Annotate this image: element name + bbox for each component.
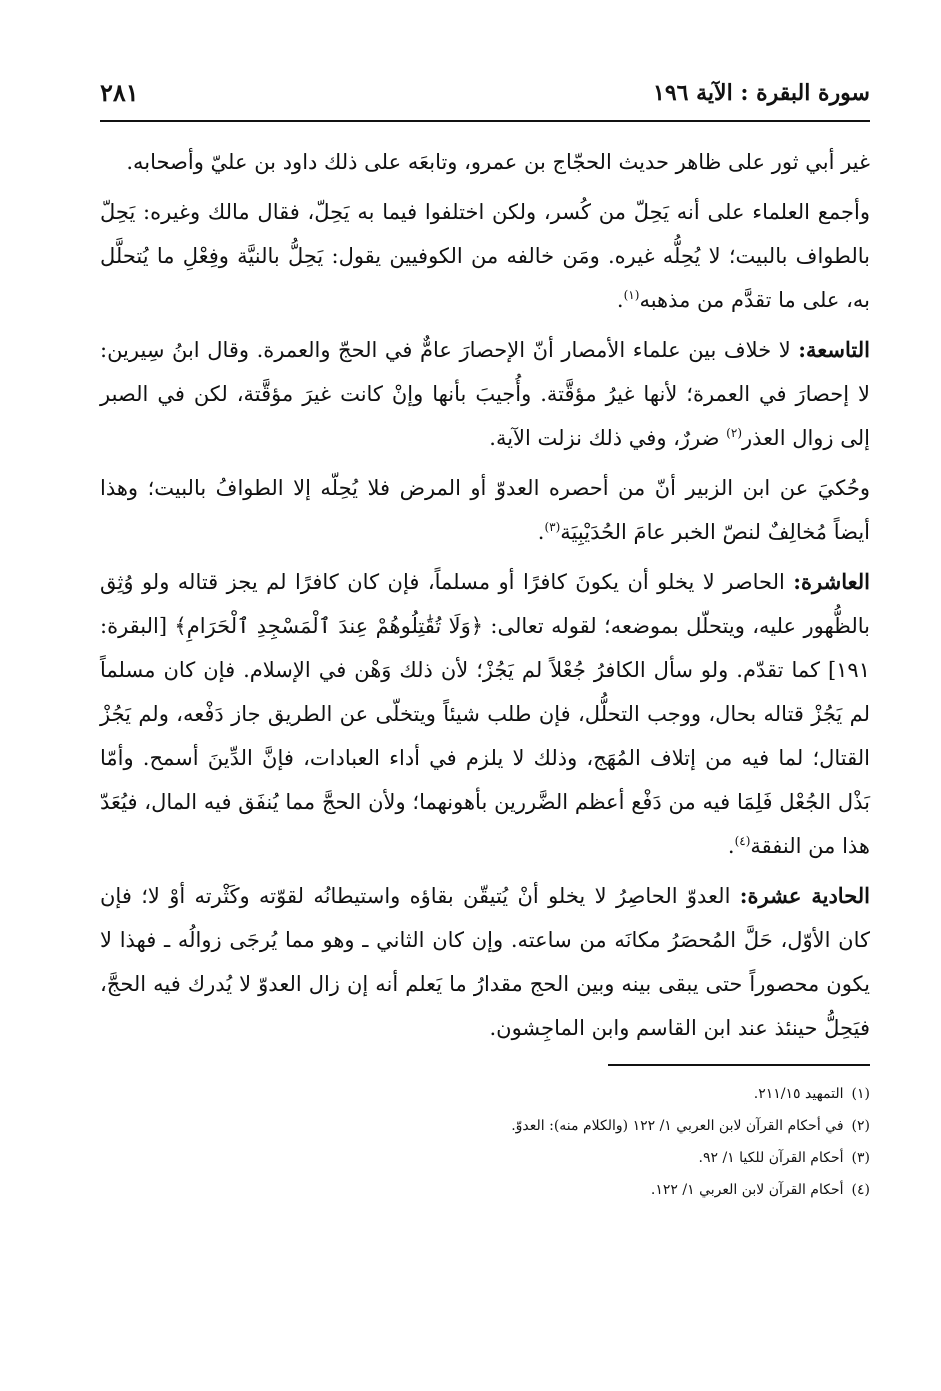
paragraph-text: الحاصر لا يخلو أن يكونَ كافرًا أو مسلماً، فإن كان كافرًا لم يجز قتاله ولو وُثِق بالظُّهور عليه، ويتحلّل بموضعه؛ لقوله تعالى: ﴿وَلَا تُقَٰتِلُوهُمْ عِندَ ٱلْمَسْجِدِ ٱلْحَرَامِ﴾ [البقرة: ١٩١] كما تقدّم. ولو سأل الكافرُ جُعْلاً لم يَجُزْ؛ لأن ذلك وَهْن في الإسلام. فإن كان مسلماً لم يَجُزْ قتاله بحال، ووجب التحلُّل، فإن طلب شيئاً ويتخلّى عن الطريق جاز دَفْعه، ولم يَجُزْ القتال؛ لما فيه من إتلاف المُهَج، وذلك لا يلزم في أداء العبادات، فإنَّ الدِّينَ أسمح. وأمّا بَذْل الجُعْل فَلِمَا فيه من دَفْع أعظم الضَّررين بأهونهما؛ ولأن الحجَّ مما يُنفَق فيه المال، فيُعَدّ هذا من النفقة — [100, 570, 870, 858]
running-title: سورة البقرة : الآية ١٩٦ — [653, 80, 870, 106]
section-heading: التاسعة: — [798, 337, 870, 362]
footnote-divider — [608, 1064, 870, 1066]
footnote-ref: (٣) — [544, 520, 561, 534]
footnote-item — [100, 1142, 870, 1174]
footnote-number: (٢) — [851, 1118, 870, 1134]
section-heading: العاشرة: — [793, 569, 870, 594]
footnote-text: أحكام القرآن للكيا ١/ ٩٢. — [698, 1150, 844, 1166]
paragraph-text: وحُكيَ عن ابن الزبير أنّ من أحصره العدوّ أو المرض فلا يُحِلّه إلا الطوافُ بالبيت؛ وهذا أيضاً مُخالِفٌ لنصّ الخبر عامَ الحُدَيْبِيَة — [100, 476, 870, 544]
paragraph-tail: . — [727, 834, 735, 858]
footnote-number: (٤) — [851, 1182, 870, 1198]
footnote-number: (٣) — [851, 1150, 870, 1166]
paragraph-tail: . — [616, 288, 624, 312]
section-heading: الحادية عشرة: — [739, 883, 870, 908]
page-header — [100, 70, 870, 122]
page-number: ٢٨١ — [100, 78, 139, 107]
footnote-item — [100, 1174, 870, 1206]
paragraph — [100, 140, 870, 184]
paragraph — [100, 190, 870, 322]
footnote-ref: (٢) — [726, 426, 742, 440]
footnote-ref: (١) — [623, 288, 640, 302]
paragraph-text: غير أبي ثور على ظاهر حديث الحجّاج بن عمرو، وتابعَه على ذلك داود بن عليّ وأصحابه. — [126, 150, 870, 174]
footnotes — [100, 1078, 870, 1206]
paragraph — [100, 466, 870, 554]
paragraph-tail: . — [537, 520, 545, 544]
paragraph-text: العدوّ الحاصِرُ لا يخلو أنْ يُتيقّن بقاؤه واستيطانُه لقوّته وكَثْرته أوْ لا؛ فإن كان الأوّل، حَلَّ المُحصَرُ مكانَه من ساعته. وإن كان الثاني ـ وهو مما يُرجَى زوالُه ـ فهذا لا يكون محصوراً حتى يبقى بينه وبين الحج مقدارُ ما يَعلم أنه إن زال العدوّ لا يُدرك فيه الحجَّ، فيَحِلُّ حينئذ عند ابن القاسم وابن الماجِشون. — [100, 884, 870, 1040]
paragraph-tail: ضررٌ، وفي ذلك نزلت الآية. — [489, 426, 727, 450]
book-page — [100, 70, 870, 1206]
paragraph-text: لا خلاف بين علماء الأمصار أنّ الإحصارَ عامٌّ في الحجّ والعمرة. وقال ابنُ سِيرين: لا إحصارَ في العمرة؛ لأنها غيرُ مؤقَّتة. وأُجيبَ بأنها وإنْ كانت غيرَ مؤقَّتة، لكن في الصبر إلى زوال العذر — [100, 338, 870, 450]
footnote-item — [100, 1110, 870, 1142]
paragraph-text: وأجمع العلماء على أنه يَحِلّ من كُسر، ولكن اختلفوا فيما به يَحِلّ، فقال مالك وغيره: يَحِلّ بالطواف بالبيت؛ لا يُحِلُّه غيره. ومَن خالفه من الكوفيين يقول: يَحِلُّ بالنيَّة وفِعْلِ ما يُتحلَّل به، على ما تقدَّم من مذهبه — [100, 200, 870, 312]
footnote-text: في أحكام القرآن لابن العربي ١/ ١٢٢ (والكلام منه): العدوّ. — [511, 1118, 844, 1134]
paragraph — [100, 328, 870, 460]
footnote-text: أحكام القرآن لابن العربي ١/ ١٢٢. — [650, 1182, 844, 1198]
footnote-ref: (٤) — [734, 834, 751, 848]
paragraph — [100, 874, 870, 1050]
paragraph — [100, 560, 870, 868]
footnote-item — [100, 1078, 870, 1110]
footnote-number: (١) — [851, 1086, 870, 1102]
body-text — [100, 140, 870, 1050]
footnote-text: التمهيد ٢١١/١٥. — [753, 1086, 844, 1102]
